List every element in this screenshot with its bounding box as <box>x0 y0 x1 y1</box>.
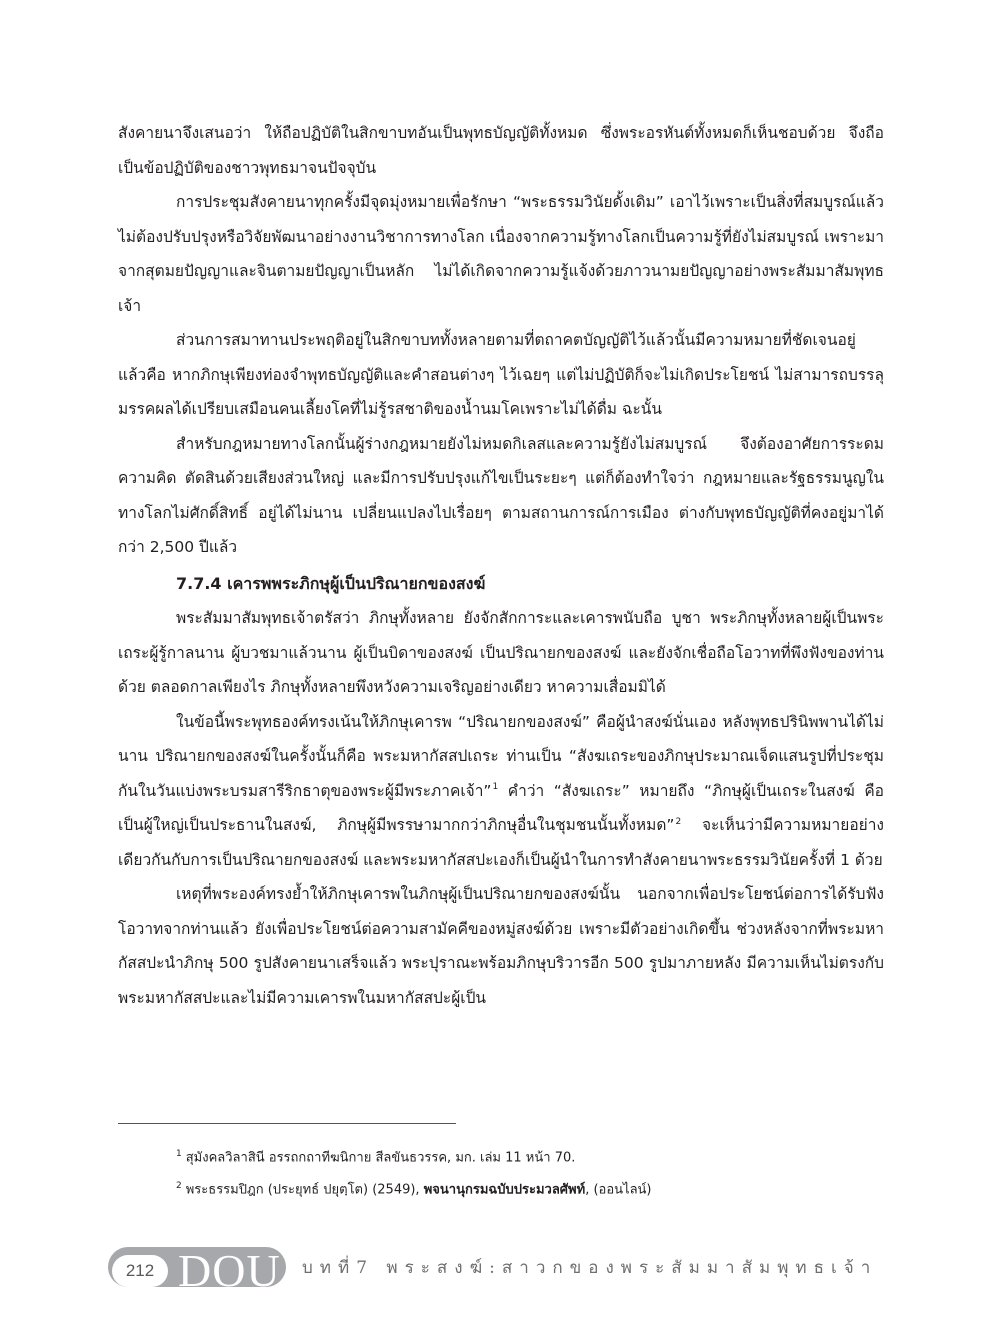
footnote-2 <box>176 1172 876 1204</box>
footnote-ref-2[interactable]: 2 <box>675 816 682 827</box>
paragraph-text: ในข้อนี้พระพุทธองค์ทรงเน้นให้ภิกษุเคารพ “ปริณายกของสงฆ์” คือผู้นำสงฆ์นั่นเอง หลังพุทธปรินิพพานได้ไม่นาน ปริณายกของสงฆ์ในครั้งนั้นก็คือ พระมหากัสสปเถระ ท่านเป็น “สังฆเถระของภิกษุประมาณเจ็ดแสนรูปที่ประชุมกันในวันแบ่งพระบรมสารีริกธาตุของพระผู้มีพระภาคเจ้า” <box>118 712 884 800</box>
footnote-marker: 2 <box>176 1181 182 1192</box>
footnote-divider <box>118 1123 456 1124</box>
footnote-text: พระธรรมปิฎก (ประยุทธ์ ปยุตฺโต) (2549), <box>185 1182 424 1198</box>
footnote-ref-1[interactable]: 1 <box>492 782 499 793</box>
page-number: 212 <box>112 1255 168 1287</box>
chapter-title: บทที่7 พระสงฆ์:สาวกของพระสัมมาสัมพุทธเจ้า <box>302 1258 878 1278</box>
paragraph-sangha-leader <box>118 705 884 878</box>
footnotes <box>176 1140 876 1205</box>
footer-badge <box>108 1245 286 1296</box>
page-footer <box>108 1243 878 1296</box>
footnote-text: สุมังคลวิลาสินี อรรถกถาทีฆนิกาย สีลขันธวรรค, มก. เล่ม 11 หน้า 70. <box>185 1150 576 1166</box>
dou-logo: DOU <box>178 1245 281 1296</box>
paragraph-text: คำว่า “สังฆเถระ” หมายถึง “ภิกษุผู้เป็นเถระในสงฆ์ คือเป็นผู้ใหญ่เป็นประธานในสงฆ์, ภิกษุผู้มีพรรษามากกว่าภิกษุอื่นในชุมชนนั้นทั้งหมด” <box>118 781 884 834</box>
paragraph-reason: เหตุที่พระองค์ทรงย้ำให้ภิกษุเคารพในภิกษุผู้เป็นปริณายกของสงฆ์นั้น นอกจากเพื่อประโยชน์ต่อการได้รับฟังโอวาทจากท่านแล้ว ยังเพื่อประโยชน์ต่อความสามัคคีของหมู่สงฆ์ด้วย เพราะมีตัวอย่างเกิดขึ้น ช่วงหลังจากที่พระมหากัสสปะนำภิกษุ 500 รูปสังคายนาเสร็จแล้ว พระปุราณะพร้อมภิกษุบริวารอีก 500 รูปมาภายหลัง มีความเห็นไม่ตรงกับพระมหากัสสปะและไม่มีความเคารพในมหากัสสปะผู้เป็น <box>118 885 884 1007</box>
paragraph-sangayana-purpose: การประชุมสังคายนาทุกครั้งมีจุดมุ่งหมายเพื่อรักษา “พระธรรมวินัยดั้งเดิม” เอาไว้เพราะเป็นสิ่งที่สมบูรณ์แล้ว ไม่ต้องปรับปรุงหรือวิจัยพัฒนาอย่างงานวิชาการทางโลก เนื่องจากความรู้ทางโลกเป็นความรู้ที่ยังไม่สมบูรณ์ เพราะมาจากสุตมยปัญญาและจินตามยปัญญาเป็นหลัก ไม่ได้เกิดจากความรู้แจ้งด้วยภาวนามยปัญญาอย่างพระสัมมาสัมพุทธเจ้า <box>118 193 884 315</box>
paragraph-worldly-law: สำหรับกฎหมายทางโลกนั้นผู้ร่างกฎหมายยังไม่หมดกิเลสและความรู้ยังไม่สมบูรณ์ จึงต้องอาศัยการระดมความคิด ตัดสินด้วยเสียงส่วนใหญ่ และมีการปรับปรุงแก้ไขเป็นระยะๆ แต่ก็ต้องทำใจว่า กฎหมายและรัฐธรรมนูญในทางโลกไม่ศักดิ์สิทธิ์ อยู่ได้ไม่นาน เปลี่ยนแปลงไปเรื่อยๆ ตามสถานการณ์การเมือง ต่างกับพุทธบัญญัติที่คงอยู่มาได้กว่า 2,500 ปีแล้ว <box>118 434 884 556</box>
section-heading: 7.7.4 เคารพพระภิกษุผู้เป็นปริณายกของสงฆ์ <box>176 573 486 593</box>
footnote-text: , (ออนไลน์) <box>585 1182 652 1198</box>
footnote-1 <box>176 1140 876 1172</box>
paragraph-continuation: สังคายนาจึงเสนอว่า ให้ถือปฏิบัติในสิกขาบทอันเป็นพุทธบัญญัติทั้งหมด ซึ่งพระอรหันต์ทั้งหมดก็เห็นชอบด้วย จึงถือเป็นข้อปฏิบัติของชาวพุทธมาจนปัจจุบัน <box>118 124 884 177</box>
paragraph-buddha-saying: พระสัมมาสัมพุทธเจ้าตรัสว่า ภิกษุทั้งหลาย ยังจักสักการะและเคารพนับถือ บูชา พระภิกษุทั้งหลายผู้เป็นพระเถระผู้รู้กาลนาน ผู้บวชมาแล้วนาน ผู้เป็นบิดาของสงฆ์ เป็นปริณายกของสงฆ์ และยังจักเชื่อถือโอวาทที่พึงฟังของท่านด้วย ตลอดกาลเพียงไร ภิกษุทั้งหลายพึงหวังความเจริญอย่างเดียว หาความเสื่อมมิได้ <box>118 609 884 696</box>
footnote-marker: 1 <box>176 1149 182 1159</box>
paragraph-practice: ส่วนการสมาทานประพฤติอยู่ในสิกขาบททั้งหลายตามที่ตถาคตบัญญัติไว้แล้วนั้นมีความหมายที่ชัดเจนอยู่แล้วคือ หากภิกษุเพียงท่องจำพุทธบัญญัติและคำสอนต่างๆ ไว้เฉยๆ แต่ไม่ปฏิบัติก็จะไม่เกิดประโยชน์ ไม่สามารถบรรลุมรรคผลได้เปรียบเสมือนคนเลี้ยงโคที่ไม่รู้รสชาติของน้ำนมโคเพราะไม่ได้ดื่ม ฉะนั้น <box>118 331 884 418</box>
paragraph-text: จะเห็นว่ามีความหมายอย่างเดียวกันกับการเป็นปริณายกของสงฆ์ และพระมหากัสสปะเองก็เป็นผู้นำในการทำสังคายนาพระธรรมวินัยครั้งที่ 1 ด้วย <box>118 816 884 869</box>
body-text <box>118 116 884 1015</box>
footnote-book-title: พจนานุกรมฉบับประมวลศัพท์ <box>423 1182 586 1198</box>
